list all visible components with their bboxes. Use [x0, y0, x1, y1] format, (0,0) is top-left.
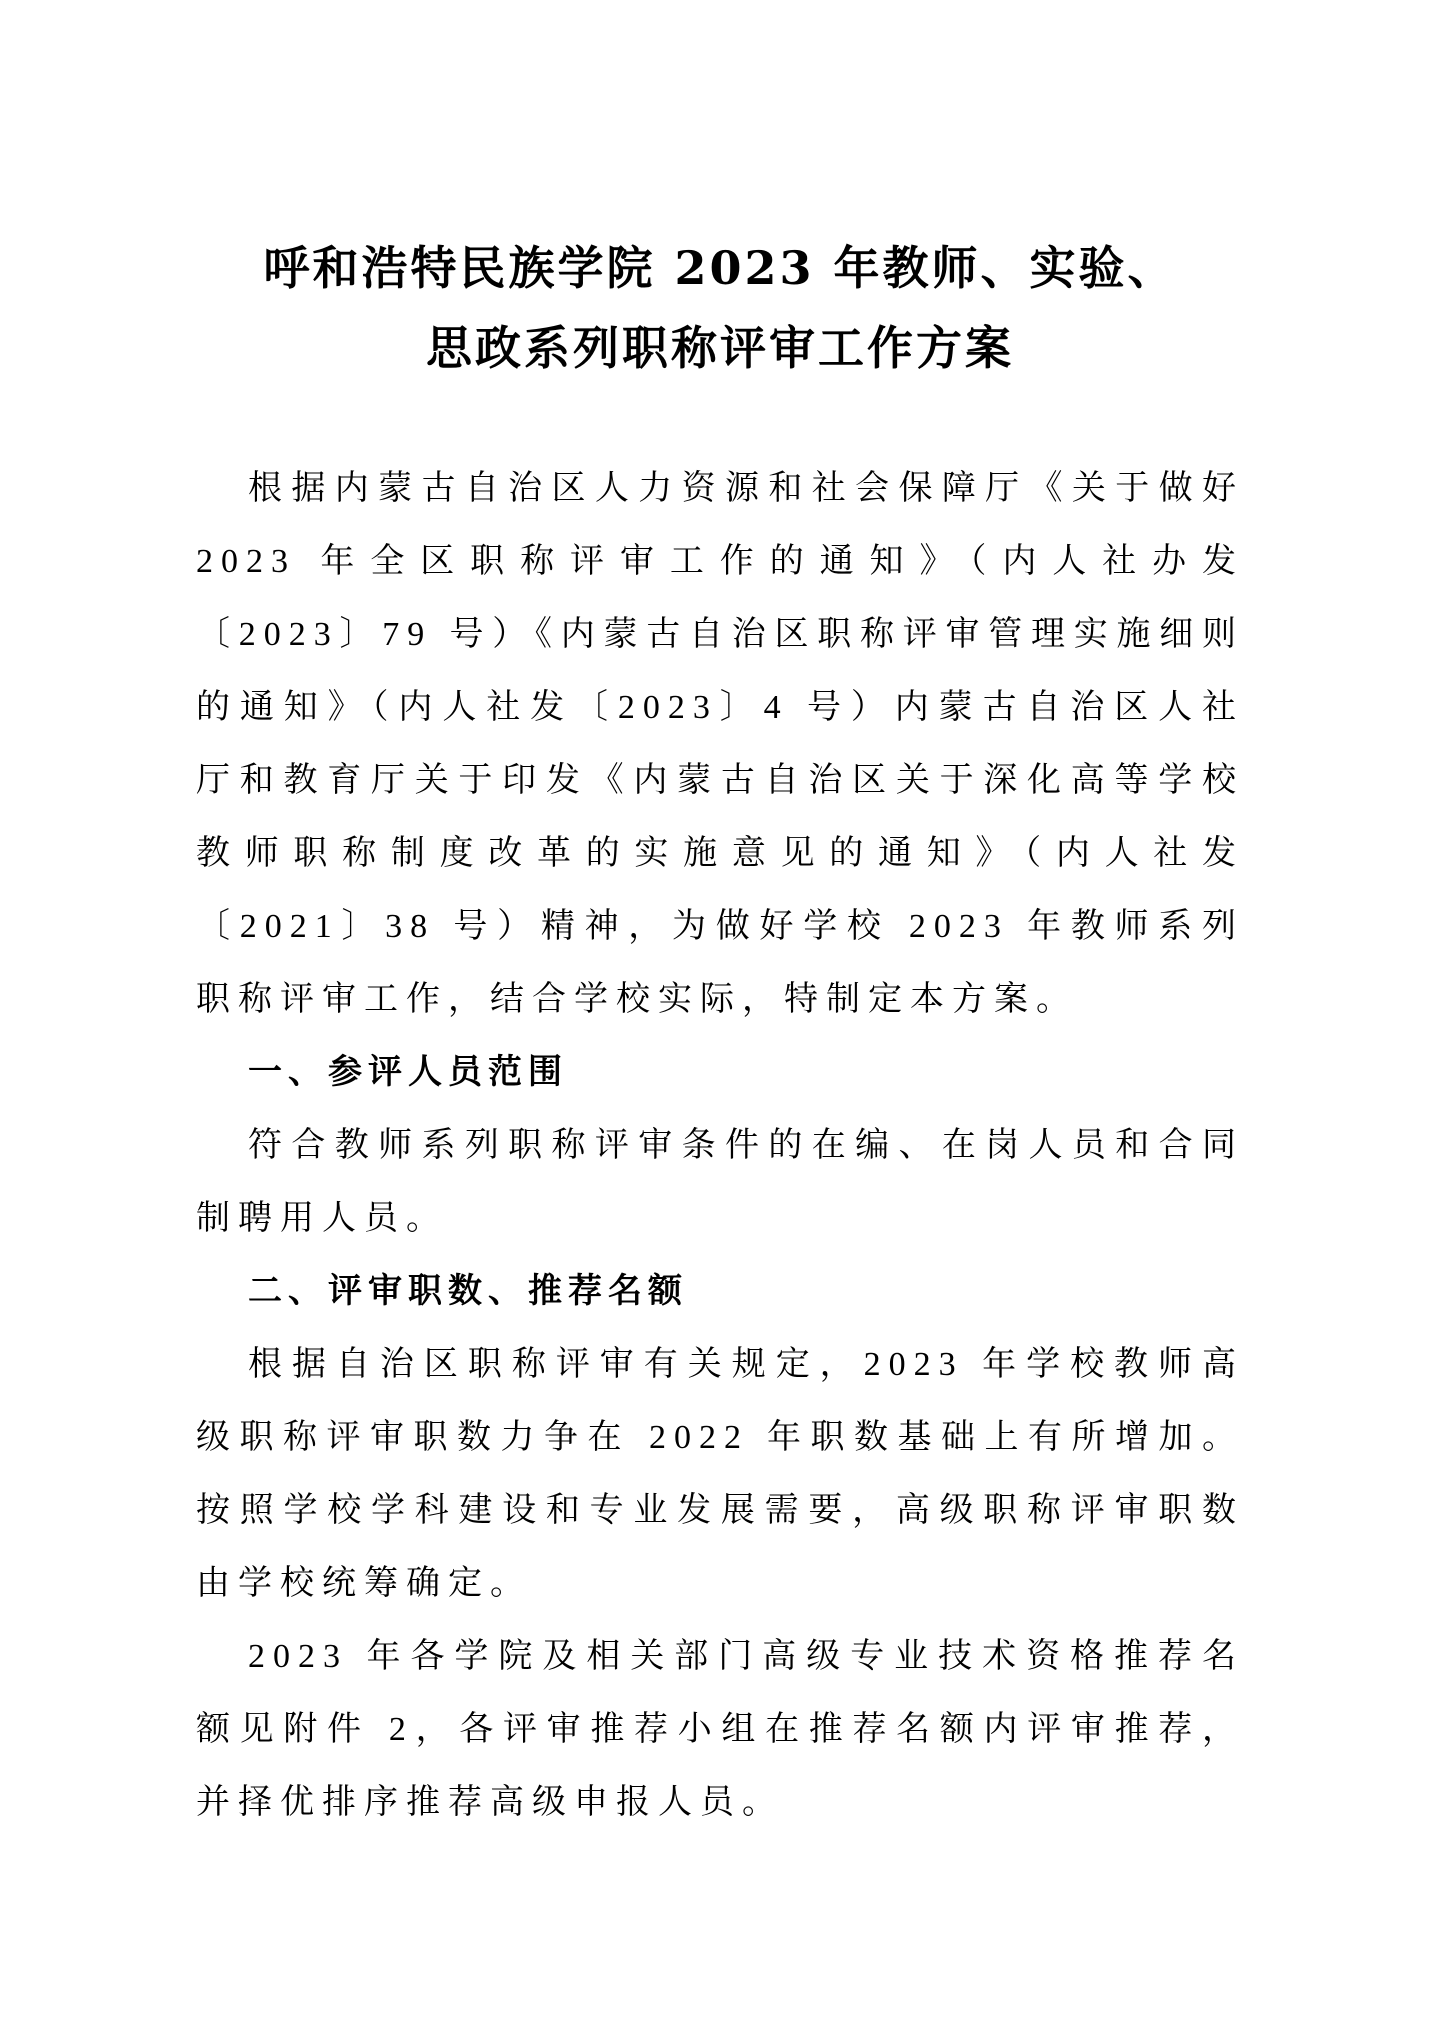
- document-title-line-2: 思政系列职称评审工作方案: [426, 321, 1014, 375]
- document-title-line-1: 呼和浩特民族学院 2023 年教师、实验、: [263, 241, 1177, 295]
- section-2-paragraph-2: 2023 年各学院及相关部门高级专业技术资格推荐名额见附件 2，各评审推荐小组在推荐名额内评审推荐，并择优排序推荐高级申报人员。: [196, 1638, 1244, 1821]
- section-2-heading: 二、评审职数、推荐名额: [248, 1272, 688, 1310]
- document-title: [196, 228, 1244, 388]
- intro-paragraph: 根据内蒙古自治区人力资源和社会保障厅《关于做好 2023 年全区职称评审工作的通知》（内人社办发〔2023〕79 号）《内蒙古自治区职称评审管理实施细则的通知》（内人社发〔2023〕4 号）内蒙古自治区人社厅和教育厅关于印发《内蒙古自治区关于深化高等学校教师职称制度改革的实施意见的通知》（内人社发〔2021〕38 号）精神，为做好学校 2023 年教师系列职称评审工作，结合学校实际，特制定本方案。: [196, 470, 1244, 1018]
- section-2-paragraph-1: 根据自治区职称评审有关规定，2023 年学校教师高级职称评审职数力争在 2022 年职数基础上有所增加。按照学校学科建设和专业发展需要，高级职称评审职数由学校统筹确定。: [196, 1346, 1244, 1602]
- section-1-heading: 一、参评人员范围: [248, 1053, 568, 1091]
- section-1-paragraph-1: 符合教师系列职称评审条件的在编、在岗人员和合同制聘用人员。: [196, 1127, 1244, 1237]
- document-body: [196, 452, 1244, 1839]
